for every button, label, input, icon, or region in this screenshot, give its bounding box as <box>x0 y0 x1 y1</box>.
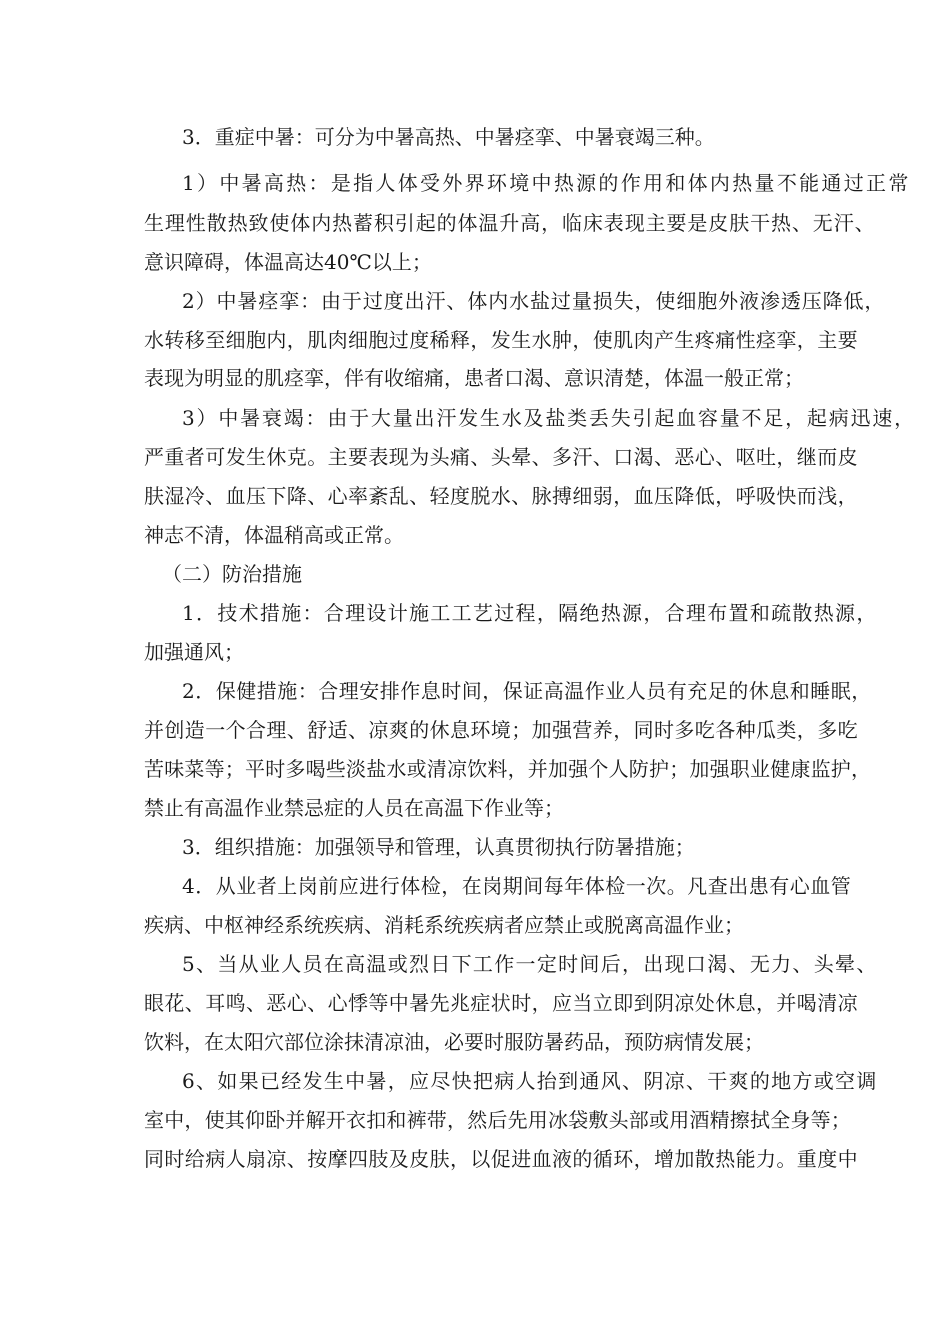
text-line: 神志不清，体温稍高或正常。 <box>144 523 404 547</box>
text-line: 生理性散热致使体内热蓄积引起的体温升高，临床表现主要是皮肤干热、无汗、 <box>144 211 876 235</box>
text-line: 4．从业者上岗前应进行体检，在岗期间每年体检一次。凡查出患有心血管 <box>182 874 852 898</box>
text-line: 疾病、中枢神经系统疾病、消耗系统疾病者应禁止或脱离高温作业； <box>144 913 744 937</box>
text-line: 3．组织措施：加强领导和管理，认真贯彻执行防暑措施； <box>182 835 695 859</box>
text-line: 3）中暑衰竭：由于大量出汗发生水及盐类丢失引起血容量不足，起病迅速， <box>182 406 916 430</box>
text-line: 5、当从业人员在高温或烈日下工作一定时间后，出现口渴、无力、头晕、 <box>182 952 878 976</box>
text-line: 1．技术措施：合理设计施工工艺过程，隔绝热源，合理布置和疏散热源， <box>182 601 878 625</box>
text-line: 苦味菜等；平时多喝些淡盐水或清凉饮料，并加强个人防护；加强职业健康监护， <box>144 757 872 781</box>
text-line: 室中，使其仰卧并解开衣扣和裤带，然后先用冰袋敷头部或用酒精擦拭全身等； <box>144 1108 851 1132</box>
text-line: 表现为明显的肌痉挛，伴有收缩痛，患者口渴、意识清楚，体温一般正常； <box>144 366 804 390</box>
text-line: 严重者可发生休克。主要表现为头痛、头晕、多汗、口渴、恶心、呕吐，继而皮 <box>144 445 858 469</box>
text-line: 水转移至细胞内，肌肉细胞过度稀释，发生水肿，使肌肉产生疼痛性痉挛，主要 <box>144 328 858 352</box>
section-heading: （二）防治措施 <box>162 562 302 586</box>
text-line: 肤湿冷、血压下降、心率紊乱、轻度脱水、脉搏细弱，血压降低，呼吸快而浅， <box>144 484 858 508</box>
text-line: 禁止有高温作业禁忌症的人员在高温下作业等； <box>144 796 564 820</box>
text-line: 同时给病人扇凉、按摩四肢及皮肤，以促进血液的循环，增加散热能力。重度中 <box>144 1147 858 1171</box>
text-line: 3．重症中暑：可分为中暑高热、中暑痉挛、中暑衰竭三种。 <box>182 125 715 149</box>
text-line: 2）中暑痉挛：由于过度出汗、体内水盐过量损失，使细胞外液渗透压降低， <box>182 289 886 313</box>
text-line: 并创造一个合理、舒适、凉爽的休息环境；加强营养，同时多吃各种瓜类，多吃 <box>144 718 858 742</box>
text-line: 饮料，在太阳穴部位涂抹清凉油，必要时服防暑药品，预防病情发展； <box>144 1030 764 1054</box>
text-line: 意识障碍，体温高达40℃以上； <box>144 250 432 274</box>
text-line: 6、如果已经发生中暑，应尽快把病人抬到通风、阴凉、干爽的地方或空调 <box>182 1069 878 1093</box>
text-line: 2．保健措施：合理安排作息时间，保证高温作业人员有充足的休息和睡眠， <box>182 679 872 703</box>
text-line: 加强通风； <box>144 640 244 664</box>
text-line: 眼花、耳鸣、恶心、心悸等中暑先兆症状时，应当立即到阴凉处休息，并喝清凉 <box>144 991 858 1015</box>
text-line: 1）中暑高热：是指人体受外界环境中热源的作用和体内热量不能通过正常 <box>182 171 911 195</box>
